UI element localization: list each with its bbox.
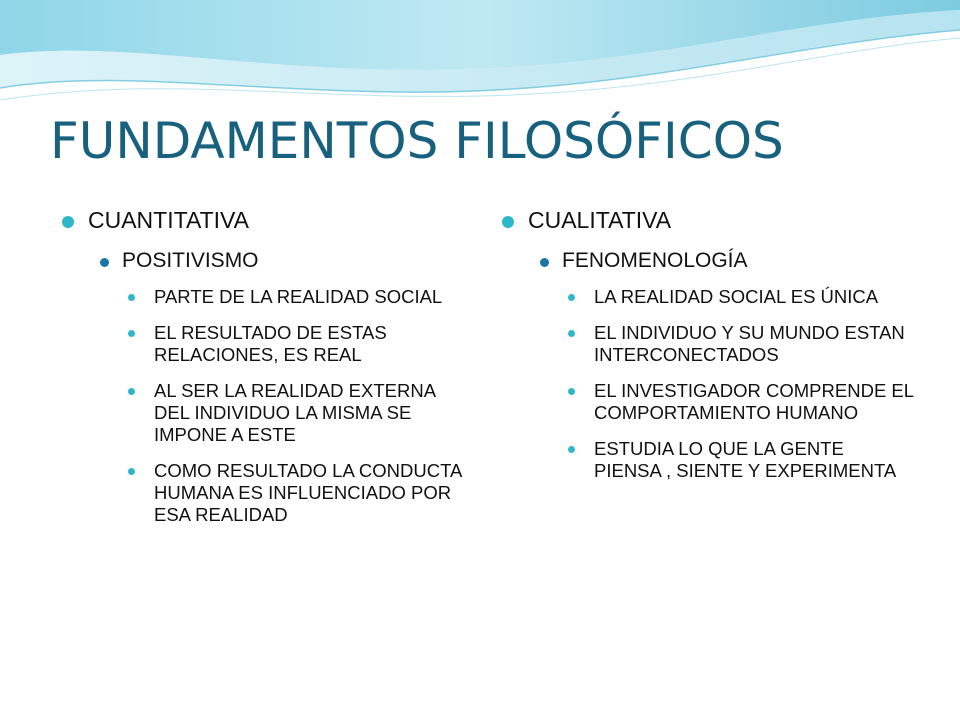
list-item-text: COMO RESULTADO LA CONDUCTA HUMANA ES INFLUENCIADO POR ESA REALIDAD [154, 460, 462, 525]
subheading-text: POSITIVISMO [122, 249, 259, 272]
list-item-text: EL INVESTIGADOR COMPRENDE EL COMPORTAMIENTO HUMANO [594, 380, 914, 423]
bullet-icon [100, 258, 109, 267]
list-item [568, 322, 914, 366]
list-item [128, 286, 474, 308]
list-item [128, 380, 474, 446]
header-wave-decoration [0, 0, 960, 120]
bullet-icon [128, 468, 135, 475]
bullet-icon [128, 330, 135, 337]
list-item [568, 380, 914, 424]
list-item-text: EL INDIVIDUO Y SU MUNDO ESTAN INTERCONECTADOS [594, 322, 905, 365]
bullet-icon [540, 258, 549, 267]
bullet-icon [568, 446, 575, 453]
heading-text: CUANTITATIVA [88, 207, 249, 233]
list-item [568, 438, 914, 482]
heading-text: CUALITATIVA [528, 207, 672, 233]
level1-item-cuantitativa [62, 206, 462, 234]
subheading-text: FENOMENOLOGÍA [562, 249, 748, 272]
slide-title: FUNDAMENTOS FILOSÓFICOS [50, 112, 784, 170]
list-item-text: PARTE DE LA REALIDAD SOCIAL [154, 286, 443, 307]
bullet-icon [502, 216, 514, 228]
bullet-icon [568, 294, 575, 301]
level1-item-cualitativa [502, 206, 902, 234]
list-item [568, 286, 914, 308]
list-item-text: EL RESULTADO DE ESTAS RELACIONES, ES REAL [154, 322, 387, 365]
bullet-icon [568, 388, 575, 395]
level2-item-positivismo [100, 248, 462, 274]
column-cuantitativa [62, 206, 462, 540]
list-item-text: AL SER LA REALIDAD EXTERNA DEL INDIVIDUO LA MISMA SE IMPONE A ESTE [154, 380, 436, 445]
bullet-icon [568, 330, 575, 337]
list-item-text: ESTUDIA LO QUE LA GENTE PIENSA , SIENTE Y EXPERIMENTA [594, 438, 897, 481]
level2-item-fenomenologia [540, 248, 902, 274]
bullet-icon [62, 216, 74, 228]
list-item [128, 460, 474, 526]
bullet-icon [128, 388, 135, 395]
list-item-text: LA REALIDAD SOCIAL ES ÚNICA [594, 286, 879, 307]
list-item [128, 322, 474, 366]
column-cualitativa [502, 206, 914, 496]
bullet-icon [128, 294, 135, 301]
